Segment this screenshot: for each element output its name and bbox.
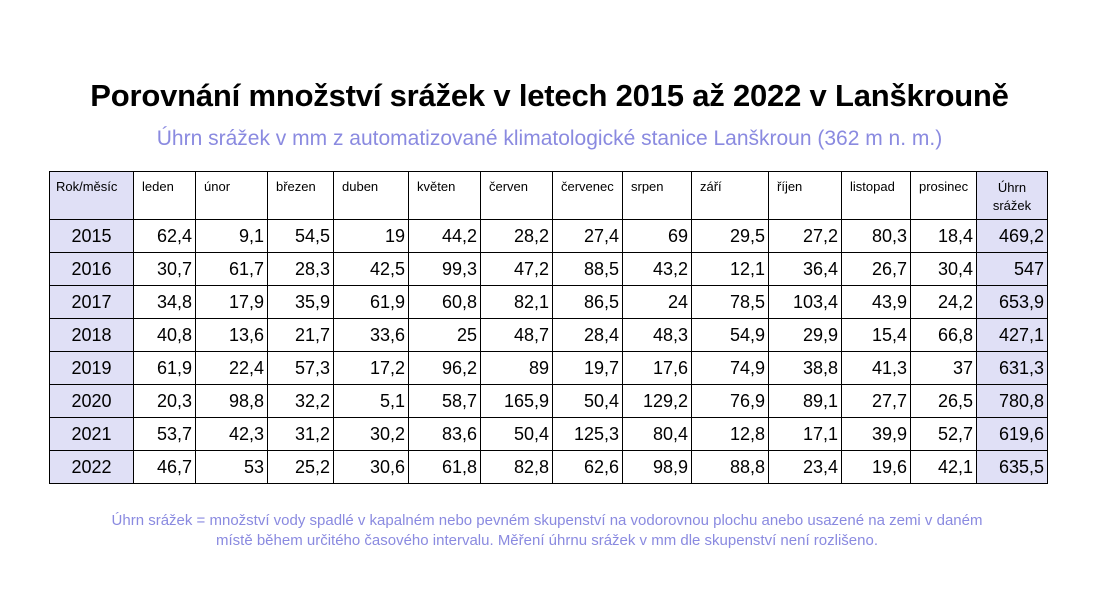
value-cell: 39,9 bbox=[842, 418, 911, 451]
year-cell: 2018 bbox=[50, 319, 134, 352]
column-header-month: říjen bbox=[769, 172, 842, 220]
value-cell: 80,3 bbox=[842, 220, 911, 253]
year-cell: 2019 bbox=[50, 352, 134, 385]
total-cell: 780,8 bbox=[977, 385, 1048, 418]
value-cell: 22,4 bbox=[196, 352, 268, 385]
table-row bbox=[50, 286, 1048, 319]
value-cell: 15,4 bbox=[842, 319, 911, 352]
value-cell: 42,5 bbox=[334, 253, 409, 286]
value-cell: 78,5 bbox=[692, 286, 769, 319]
value-cell: 54,5 bbox=[268, 220, 334, 253]
value-cell: 34,8 bbox=[134, 286, 196, 319]
year-cell: 2020 bbox=[50, 385, 134, 418]
value-cell: 13,6 bbox=[196, 319, 268, 352]
total-cell: 631,3 bbox=[977, 352, 1048, 385]
value-cell: 17,1 bbox=[769, 418, 842, 451]
total-header-line: Úhrn bbox=[997, 180, 1027, 195]
value-cell: 62,6 bbox=[553, 451, 623, 484]
value-cell: 98,8 bbox=[196, 385, 268, 418]
value-cell: 43,9 bbox=[842, 286, 911, 319]
year-cell: 2017 bbox=[50, 286, 134, 319]
value-cell: 26,7 bbox=[842, 253, 911, 286]
value-cell: 27,2 bbox=[769, 220, 842, 253]
value-cell: 30,6 bbox=[334, 451, 409, 484]
total-cell: 635,5 bbox=[977, 451, 1048, 484]
value-cell: 5,1 bbox=[334, 385, 409, 418]
value-cell: 96,2 bbox=[409, 352, 481, 385]
value-cell: 48,3 bbox=[623, 319, 692, 352]
table-row bbox=[50, 253, 1048, 286]
value-cell: 17,6 bbox=[623, 352, 692, 385]
value-cell: 28,2 bbox=[481, 220, 553, 253]
value-cell: 24 bbox=[623, 286, 692, 319]
value-cell: 57,3 bbox=[268, 352, 334, 385]
value-cell: 58,7 bbox=[409, 385, 481, 418]
value-cell: 30,4 bbox=[911, 253, 977, 286]
column-header-month: červen bbox=[481, 172, 553, 220]
value-cell: 12,1 bbox=[692, 253, 769, 286]
value-cell: 76,9 bbox=[692, 385, 769, 418]
value-cell: 165,9 bbox=[481, 385, 553, 418]
value-cell: 88,5 bbox=[553, 253, 623, 286]
table-row bbox=[50, 319, 1048, 352]
value-cell: 32,2 bbox=[268, 385, 334, 418]
footnote-line: Úhrn srážek = množství vody spadlé v kapalném nebo pevném skupenství na vodorovnou plochu anebo usazené na zemi v daném bbox=[111, 512, 983, 529]
total-header-line: srážek bbox=[992, 198, 1032, 213]
column-header-month: březen bbox=[268, 172, 334, 220]
value-cell: 62,4 bbox=[134, 220, 196, 253]
value-cell: 27,7 bbox=[842, 385, 911, 418]
total-cell: 427,1 bbox=[977, 319, 1048, 352]
value-cell: 25,2 bbox=[268, 451, 334, 484]
value-cell: 42,1 bbox=[911, 451, 977, 484]
column-header-year: Rok/měsíc bbox=[50, 172, 134, 220]
value-cell: 61,9 bbox=[334, 286, 409, 319]
value-cell: 60,8 bbox=[409, 286, 481, 319]
value-cell: 29,5 bbox=[692, 220, 769, 253]
value-cell: 99,3 bbox=[409, 253, 481, 286]
value-cell: 40,8 bbox=[134, 319, 196, 352]
value-cell: 61,9 bbox=[134, 352, 196, 385]
value-cell: 66,8 bbox=[911, 319, 977, 352]
total-cell: 547 bbox=[977, 253, 1048, 286]
value-cell: 28,3 bbox=[268, 253, 334, 286]
value-cell: 47,2 bbox=[481, 253, 553, 286]
value-cell: 36,4 bbox=[769, 253, 842, 286]
precipitation-table bbox=[49, 171, 1048, 484]
value-cell: 103,4 bbox=[769, 286, 842, 319]
year-cell: 2015 bbox=[50, 220, 134, 253]
table-row bbox=[50, 220, 1048, 253]
value-cell: 61,7 bbox=[196, 253, 268, 286]
header-row bbox=[50, 172, 1048, 220]
value-cell: 86,5 bbox=[553, 286, 623, 319]
footnote bbox=[47, 511, 1047, 551]
value-cell: 12,8 bbox=[692, 418, 769, 451]
value-cell: 48,7 bbox=[481, 319, 553, 352]
column-header-month: leden bbox=[134, 172, 196, 220]
total-cell: 653,9 bbox=[977, 286, 1048, 319]
value-cell: 82,1 bbox=[481, 286, 553, 319]
year-cell: 2022 bbox=[50, 451, 134, 484]
column-header-month: srpen bbox=[623, 172, 692, 220]
value-cell: 19,6 bbox=[842, 451, 911, 484]
column-header-month: duben bbox=[334, 172, 409, 220]
table-row bbox=[50, 352, 1048, 385]
value-cell: 17,9 bbox=[196, 286, 268, 319]
column-header-month: listopad bbox=[842, 172, 911, 220]
value-cell: 28,4 bbox=[553, 319, 623, 352]
column-header-month: září bbox=[692, 172, 769, 220]
value-cell: 41,3 bbox=[842, 352, 911, 385]
value-cell: 20,3 bbox=[134, 385, 196, 418]
value-cell: 53 bbox=[196, 451, 268, 484]
value-cell: 52,7 bbox=[911, 418, 977, 451]
value-cell: 25 bbox=[409, 319, 481, 352]
value-cell: 46,7 bbox=[134, 451, 196, 484]
value-cell: 42,3 bbox=[196, 418, 268, 451]
value-cell: 37 bbox=[911, 352, 977, 385]
value-cell: 21,7 bbox=[268, 319, 334, 352]
column-header-month: prosinec bbox=[911, 172, 977, 220]
value-cell: 74,9 bbox=[692, 352, 769, 385]
value-cell: 38,8 bbox=[769, 352, 842, 385]
value-cell: 125,3 bbox=[553, 418, 623, 451]
value-cell: 80,4 bbox=[623, 418, 692, 451]
value-cell: 26,5 bbox=[911, 385, 977, 418]
column-header-total bbox=[977, 172, 1048, 220]
value-cell: 18,4 bbox=[911, 220, 977, 253]
total-cell: 469,2 bbox=[977, 220, 1048, 253]
value-cell: 19,7 bbox=[553, 352, 623, 385]
year-cell: 2021 bbox=[50, 418, 134, 451]
value-cell: 83,6 bbox=[409, 418, 481, 451]
value-cell: 30,7 bbox=[134, 253, 196, 286]
value-cell: 53,7 bbox=[134, 418, 196, 451]
value-cell: 30,2 bbox=[334, 418, 409, 451]
value-cell: 24,2 bbox=[911, 286, 977, 319]
value-cell: 19 bbox=[334, 220, 409, 253]
column-header-month: červenec bbox=[553, 172, 623, 220]
footnote-line: místě během určitého časového intervalu. Měření úhrnu srážek v mm dle skupenství není rozlišeno. bbox=[216, 532, 878, 549]
value-cell: 88,8 bbox=[692, 451, 769, 484]
total-cell: 619,6 bbox=[977, 418, 1048, 451]
table-body bbox=[50, 220, 1048, 484]
table-row bbox=[50, 451, 1048, 484]
value-cell: 44,2 bbox=[409, 220, 481, 253]
column-header-month: únor bbox=[196, 172, 268, 220]
value-cell: 89,1 bbox=[769, 385, 842, 418]
value-cell: 33,6 bbox=[334, 319, 409, 352]
page-subtitle: Úhrn srážek v mm z automatizované klimatologické stanice Lanškroun (362 m n. m.) bbox=[156, 127, 943, 150]
value-cell: 31,2 bbox=[268, 418, 334, 451]
year-cell: 2016 bbox=[50, 253, 134, 286]
value-cell: 50,4 bbox=[553, 385, 623, 418]
value-cell: 69 bbox=[623, 220, 692, 253]
value-cell: 61,8 bbox=[409, 451, 481, 484]
value-cell: 17,2 bbox=[334, 352, 409, 385]
column-header-month: květen bbox=[409, 172, 481, 220]
value-cell: 50,4 bbox=[481, 418, 553, 451]
value-cell: 98,9 bbox=[623, 451, 692, 484]
value-cell: 27,4 bbox=[553, 220, 623, 253]
value-cell: 54,9 bbox=[692, 319, 769, 352]
value-cell: 43,2 bbox=[623, 253, 692, 286]
value-cell: 35,9 bbox=[268, 286, 334, 319]
value-cell: 129,2 bbox=[623, 385, 692, 418]
value-cell: 89 bbox=[481, 352, 553, 385]
value-cell: 29,9 bbox=[769, 319, 842, 352]
value-cell: 9,1 bbox=[196, 220, 268, 253]
value-cell: 82,8 bbox=[481, 451, 553, 484]
table-row bbox=[50, 418, 1048, 451]
table-row bbox=[50, 385, 1048, 418]
page-title: Porovnání množství srážek v letech 2015 až 2022 v Lanškrouně bbox=[90, 78, 1009, 113]
value-cell: 23,4 bbox=[769, 451, 842, 484]
